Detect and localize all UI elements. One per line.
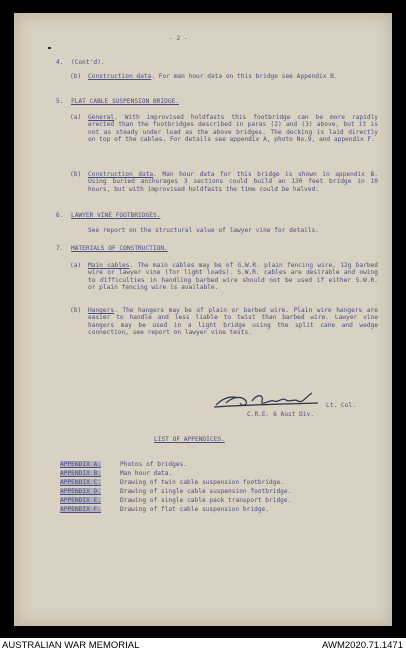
appendix-label: APPENDIX D. bbox=[60, 488, 101, 495]
item-5-number: 5. bbox=[56, 98, 64, 105]
item-5b-text: . Man hour data for this bridge is shown in appendix B. Using buried anchorages 3 sections could build an 130 feet bridge in 10 hours, but with improvised holdfasts the time could be halved. bbox=[88, 171, 378, 193]
page-number: - 2 - bbox=[169, 35, 188, 42]
item-7a-text: . The main cables may be of G.W.R. plain fencing wire, 12g barbed wire or lawyer vine (for light loads). S.W.R. cables are desirable and owing to difficulties in handling barbed wire should not be used if either S.W.R. or plain fencing wire is available. bbox=[88, 262, 378, 292]
signature-title: C.R.E. 6 Aust Div. bbox=[247, 411, 315, 418]
item-7a-title: Main cables bbox=[88, 262, 130, 269]
item-4b-label: (b) bbox=[70, 73, 82, 80]
punch-mark bbox=[48, 47, 51, 49]
item-4b-text: . For man hour data on this bridge see Appendix B. bbox=[151, 73, 338, 80]
archive-footer bbox=[0, 638, 406, 653]
appendix-label: APPENDIX A. bbox=[60, 461, 101, 468]
appendix-desc: Man hour data. bbox=[120, 470, 173, 477]
signature-rank: Lt. Col. bbox=[326, 402, 356, 409]
item-5b-label: (b) bbox=[70, 171, 82, 178]
item-7a-paragraph bbox=[88, 262, 378, 292]
appendix-desc: Drawing of flat cable suspension bridge. bbox=[120, 506, 270, 513]
footer-institution: AUSTRALIAN WAR MEMORIAL bbox=[2, 640, 140, 651]
item-7-number: 7. bbox=[56, 245, 64, 252]
appendix-desc: Drawing of twin cable suspension footbridge. bbox=[120, 479, 284, 486]
footer-accession-number: AWM2020.71.1471 bbox=[322, 640, 403, 651]
appendix-label: APPENDIX F. bbox=[60, 506, 101, 513]
appendix-label: APPENDIX B. bbox=[60, 470, 101, 477]
item-6-number: 6. bbox=[56, 212, 64, 219]
appendix-desc: Photos of bridges. bbox=[120, 461, 188, 468]
item-5a-paragraph bbox=[88, 114, 378, 144]
appendix-desc: Drawing of single cable suspension footbridge. bbox=[120, 488, 292, 495]
item-5b-title: Construction data bbox=[88, 171, 154, 178]
item-7a-label: (a) bbox=[70, 262, 82, 269]
item-5a-text: . With improvised holdfasts this footbridge can be more rapidly erected than the footbridges described in paras (2) and (3) above, but it is not as steady under load as the above bridges. The decking is laid directly on top of the cables. For details see appendix A, photo No.9, and appendix F. bbox=[88, 114, 378, 144]
item-4-heading: (Cont'd). bbox=[71, 59, 105, 66]
item-7b-label: (b) bbox=[70, 307, 82, 314]
item-7-heading: MATERIALS OF CONSTRUCTION. bbox=[71, 245, 168, 252]
signature-image bbox=[212, 389, 322, 411]
item-5a-title: General bbox=[88, 114, 115, 121]
item-6-heading: LAWYER VINE FOOTBRIDGES. bbox=[71, 212, 161, 219]
item-7b-paragraph bbox=[88, 307, 378, 337]
document-page bbox=[14, 13, 392, 626]
appendix-desc: Drawing of single cable pack transport bridge. bbox=[120, 497, 292, 504]
item-4b-title: Construction data bbox=[88, 73, 152, 80]
appendix-label: APPENDIX C. bbox=[60, 479, 101, 486]
item-5a-label: (a) bbox=[70, 114, 82, 121]
item-7b-text: . The hangers may be of plain or barbed wire. Plain wire hangers are easier to handle and less liable to twist than barbed wire. Lawyer vine hangers may be used in a light bridge using the split cane and wedge connection, see report on lawyer vine tests. bbox=[88, 307, 378, 337]
item-4b-paragraph bbox=[88, 73, 368, 80]
item-5-heading: FLAT CABLE SUSPENSION BRIDGE. bbox=[71, 98, 180, 105]
appendices-heading: LIST OF APPENDICES. bbox=[154, 436, 225, 443]
item-6-text: See report on the structural value of lawyer vine for details. bbox=[88, 227, 319, 234]
item-4-number: 4. bbox=[56, 59, 64, 66]
appendix-label: APPENDIX E. bbox=[60, 497, 101, 504]
item-5b-paragraph bbox=[88, 171, 378, 193]
item-7b-title: Hangers bbox=[88, 307, 115, 314]
